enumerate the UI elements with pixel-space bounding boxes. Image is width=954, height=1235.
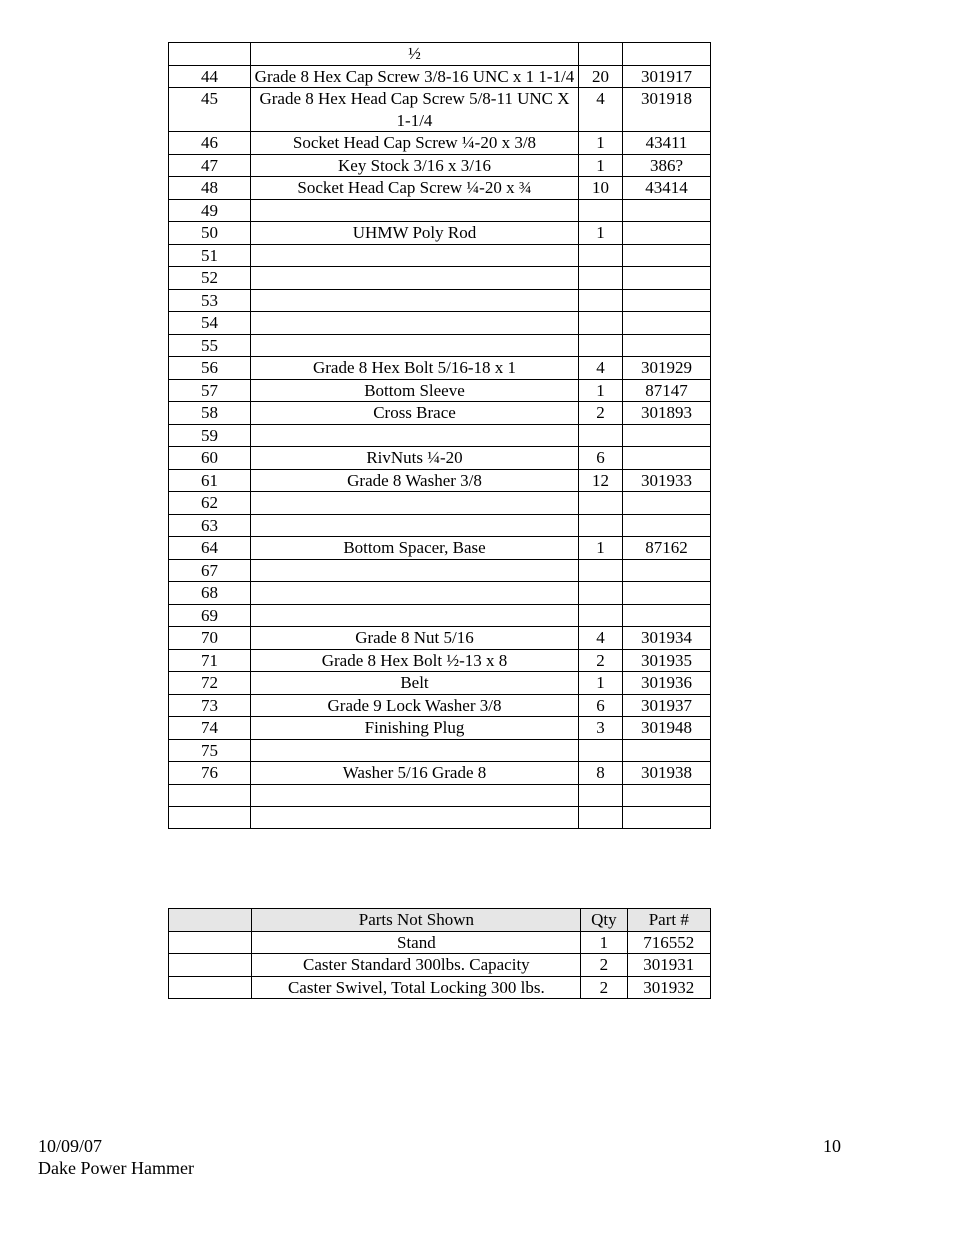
part-number-cell [623, 312, 711, 335]
footer-date: 10/09/07 [38, 1136, 103, 1156]
item-number-cell: 73 [169, 694, 251, 717]
item-number-cell: 49 [169, 199, 251, 222]
item-number-cell: 45 [169, 88, 251, 132]
part-number-cell: 301937 [623, 694, 711, 717]
qty-cell [579, 559, 623, 582]
item-number-cell [169, 806, 251, 828]
description-cell: Bottom Spacer, Base [251, 537, 579, 560]
item-number-cell: 48 [169, 177, 251, 200]
part-number-cell: 301933 [623, 469, 711, 492]
item-number-cell [169, 954, 252, 977]
qty-cell [579, 199, 623, 222]
item-number-cell: 69 [169, 604, 251, 627]
part-number-cell [623, 806, 711, 828]
qty-cell [579, 739, 623, 762]
table-row [169, 784, 711, 806]
qty-cell: 1 [579, 132, 623, 155]
table-row [169, 537, 711, 560]
qty-cell: 8 [579, 762, 623, 785]
item-number-cell [169, 784, 251, 806]
description-cell: Grade 8 Hex Cap Screw 3/8-16 UNC x 1 1-1/4 [251, 65, 579, 88]
item-number-cell: 68 [169, 582, 251, 605]
table-row [169, 717, 711, 740]
part-number-cell: 87147 [623, 379, 711, 402]
description-cell [251, 806, 579, 828]
table-row [169, 762, 711, 785]
table-row [169, 559, 711, 582]
table-row [169, 357, 711, 380]
qty-cell: 1 [579, 379, 623, 402]
part-number-cell [623, 492, 711, 515]
item-number-cell: 64 [169, 537, 251, 560]
description-cell [251, 289, 579, 312]
item-number-cell: 71 [169, 649, 251, 672]
description-cell [251, 559, 579, 582]
qty-cell: 10 [579, 177, 623, 200]
item-number-cell: 54 [169, 312, 251, 335]
table-row [169, 177, 711, 200]
item-number-cell: 74 [169, 717, 251, 740]
table-row [169, 43, 711, 66]
description-cell [251, 267, 579, 290]
part-number-cell [623, 267, 711, 290]
qty-cell: 1 [579, 154, 623, 177]
qty-cell: 1 [581, 931, 627, 954]
parts-table-body [169, 43, 711, 829]
qty-cell: 6 [579, 447, 623, 470]
table-row [169, 379, 711, 402]
part-number-cell: 301935 [623, 649, 711, 672]
description-cell: Socket Head Cap Screw ¼-20 x 3/8 [251, 132, 579, 155]
description-cell: RivNuts ¼-20 [251, 447, 579, 470]
qty-cell [579, 582, 623, 605]
table-row [169, 154, 711, 177]
part-number-cell: 301917 [623, 65, 711, 88]
item-number-cell: 76 [169, 762, 251, 785]
item-number-cell: 53 [169, 289, 251, 312]
description-cell [251, 604, 579, 627]
qty-cell [579, 604, 623, 627]
table-row [169, 694, 711, 717]
parts-not-shown-body [169, 931, 711, 999]
header-part-number: Part # [627, 909, 710, 932]
item-number-cell [169, 976, 252, 999]
qty-cell: 4 [579, 88, 623, 132]
part-number-cell: 301932 [627, 976, 710, 999]
item-number-cell: 75 [169, 739, 251, 762]
part-number-cell: 386? [623, 154, 711, 177]
qty-cell: 2 [579, 649, 623, 672]
part-number-cell [623, 289, 711, 312]
qty-cell: 4 [579, 357, 623, 380]
description-cell: UHMW Poly Rod [251, 222, 579, 245]
qty-cell: 1 [579, 537, 623, 560]
table-row [169, 806, 711, 828]
qty-cell [579, 492, 623, 515]
description-cell [251, 334, 579, 357]
table-row [169, 976, 711, 999]
qty-cell [579, 267, 623, 290]
footer-page-number: 10 [823, 1136, 841, 1156]
table-row [169, 267, 711, 290]
parts-table [168, 42, 711, 829]
description-cell: ½ [251, 43, 579, 66]
description-cell: Grade 8 Hex Bolt 5/16-18 x 1 [251, 357, 579, 380]
part-number-cell: 87162 [623, 537, 711, 560]
item-number-cell: 72 [169, 672, 251, 695]
table-row [169, 604, 711, 627]
item-number-cell: 46 [169, 132, 251, 155]
part-number-cell: 43411 [623, 132, 711, 155]
table-row [169, 672, 711, 695]
table-row [169, 244, 711, 267]
table-row [169, 582, 711, 605]
description-cell: Grade 8 Hex Bolt ½-13 x 8 [251, 649, 579, 672]
description-cell [251, 492, 579, 515]
table-row [169, 424, 711, 447]
header-blank [169, 909, 252, 932]
table-row [169, 222, 711, 245]
parts-not-shown-header-row [169, 909, 711, 932]
description-cell: Cross Brace [251, 402, 579, 425]
part-number-cell: 301936 [623, 672, 711, 695]
part-number-cell [623, 784, 711, 806]
qty-cell: 1 [579, 672, 623, 695]
table-row [169, 954, 711, 977]
description-cell [251, 199, 579, 222]
item-number-cell: 70 [169, 627, 251, 650]
item-number-cell [169, 931, 252, 954]
item-number-cell: 63 [169, 514, 251, 537]
qty-cell: 1 [579, 222, 623, 245]
qty-cell [579, 514, 623, 537]
table-row [169, 199, 711, 222]
table-row [169, 514, 711, 537]
description-cell: Grade 8 Hex Head Cap Screw 5/8-11 UNC X 1-1/4 [251, 88, 579, 132]
part-number-cell: 716552 [627, 931, 710, 954]
item-number-cell: 60 [169, 447, 251, 470]
table-row [169, 334, 711, 357]
qty-cell [579, 424, 623, 447]
header-parts-not-shown: Parts Not Shown [252, 909, 581, 932]
description-cell: Grade 9 Lock Washer 3/8 [251, 694, 579, 717]
table-row [169, 627, 711, 650]
part-number-cell [623, 582, 711, 605]
description-cell: Socket Head Cap Screw ¼-20 x ¾ [251, 177, 579, 200]
description-cell: Caster Swivel, Total Locking 300 lbs. [252, 976, 581, 999]
parts-not-shown-table [168, 908, 711, 999]
description-cell: Grade 8 Washer 3/8 [251, 469, 579, 492]
description-cell [251, 784, 579, 806]
qty-cell: 6 [579, 694, 623, 717]
item-number-cell: 52 [169, 267, 251, 290]
part-number-cell [623, 604, 711, 627]
qty-cell: 12 [579, 469, 623, 492]
description-cell [251, 424, 579, 447]
item-number-cell: 59 [169, 424, 251, 447]
table-row [169, 65, 711, 88]
description-cell: Key Stock 3/16 x 3/16 [251, 154, 579, 177]
qty-cell [579, 289, 623, 312]
qty-cell: 2 [581, 976, 627, 999]
item-number-cell: 56 [169, 357, 251, 380]
part-number-cell [623, 244, 711, 267]
part-number-cell: 301948 [623, 717, 711, 740]
description-cell [251, 739, 579, 762]
description-cell: Bottom Sleeve [251, 379, 579, 402]
table-row [169, 402, 711, 425]
table-row [169, 649, 711, 672]
part-number-cell [623, 514, 711, 537]
table-row [169, 447, 711, 470]
item-number-cell: 61 [169, 469, 251, 492]
description-cell: Caster Standard 300lbs. Capacity [252, 954, 581, 977]
qty-cell [579, 806, 623, 828]
part-number-cell [623, 334, 711, 357]
table-row [169, 312, 711, 335]
item-number-cell: 51 [169, 244, 251, 267]
part-number-cell [623, 559, 711, 582]
part-number-cell: 301931 [627, 954, 710, 977]
part-number-cell: 301929 [623, 357, 711, 380]
description-cell: Finishing Plug [251, 717, 579, 740]
header-qty: Qty [581, 909, 627, 932]
item-number-cell: 50 [169, 222, 251, 245]
qty-cell: 2 [579, 402, 623, 425]
part-number-cell [623, 199, 711, 222]
item-number-cell: 57 [169, 379, 251, 402]
part-number-cell: 43414 [623, 177, 711, 200]
item-number-cell [169, 43, 251, 66]
qty-cell [579, 43, 623, 66]
table-row [169, 132, 711, 155]
table-row [169, 88, 711, 132]
part-number-cell [623, 739, 711, 762]
description-cell: Stand [252, 931, 581, 954]
qty-cell: 20 [579, 65, 623, 88]
description-cell: Grade 8 Nut 5/16 [251, 627, 579, 650]
description-cell: Washer 5/16 Grade 8 [251, 762, 579, 785]
item-number-cell: 58 [169, 402, 251, 425]
description-cell [251, 244, 579, 267]
part-number-cell [623, 447, 711, 470]
qty-cell [579, 784, 623, 806]
part-number-cell [623, 424, 711, 447]
item-number-cell: 44 [169, 65, 251, 88]
qty-cell [579, 312, 623, 335]
table-row [169, 931, 711, 954]
footer-title: Dake Power Hammer [38, 1158, 194, 1178]
item-number-cell: 62 [169, 492, 251, 515]
item-number-cell: 55 [169, 334, 251, 357]
qty-cell [579, 244, 623, 267]
item-number-cell: 47 [169, 154, 251, 177]
item-number-cell: 67 [169, 559, 251, 582]
part-number-cell: 301893 [623, 402, 711, 425]
description-cell [251, 582, 579, 605]
qty-cell: 3 [579, 717, 623, 740]
qty-cell [579, 334, 623, 357]
part-number-cell [623, 222, 711, 245]
table-row [169, 289, 711, 312]
description-cell: Belt [251, 672, 579, 695]
part-number-cell: 301934 [623, 627, 711, 650]
footer-left [38, 1135, 194, 1179]
description-cell [251, 514, 579, 537]
table-row [169, 739, 711, 762]
part-number-cell: 301918 [623, 88, 711, 132]
part-number-cell: 301938 [623, 762, 711, 785]
qty-cell: 2 [581, 954, 627, 977]
table-row [169, 492, 711, 515]
qty-cell: 4 [579, 627, 623, 650]
description-cell [251, 312, 579, 335]
part-number-cell [623, 43, 711, 66]
table-row [169, 469, 711, 492]
